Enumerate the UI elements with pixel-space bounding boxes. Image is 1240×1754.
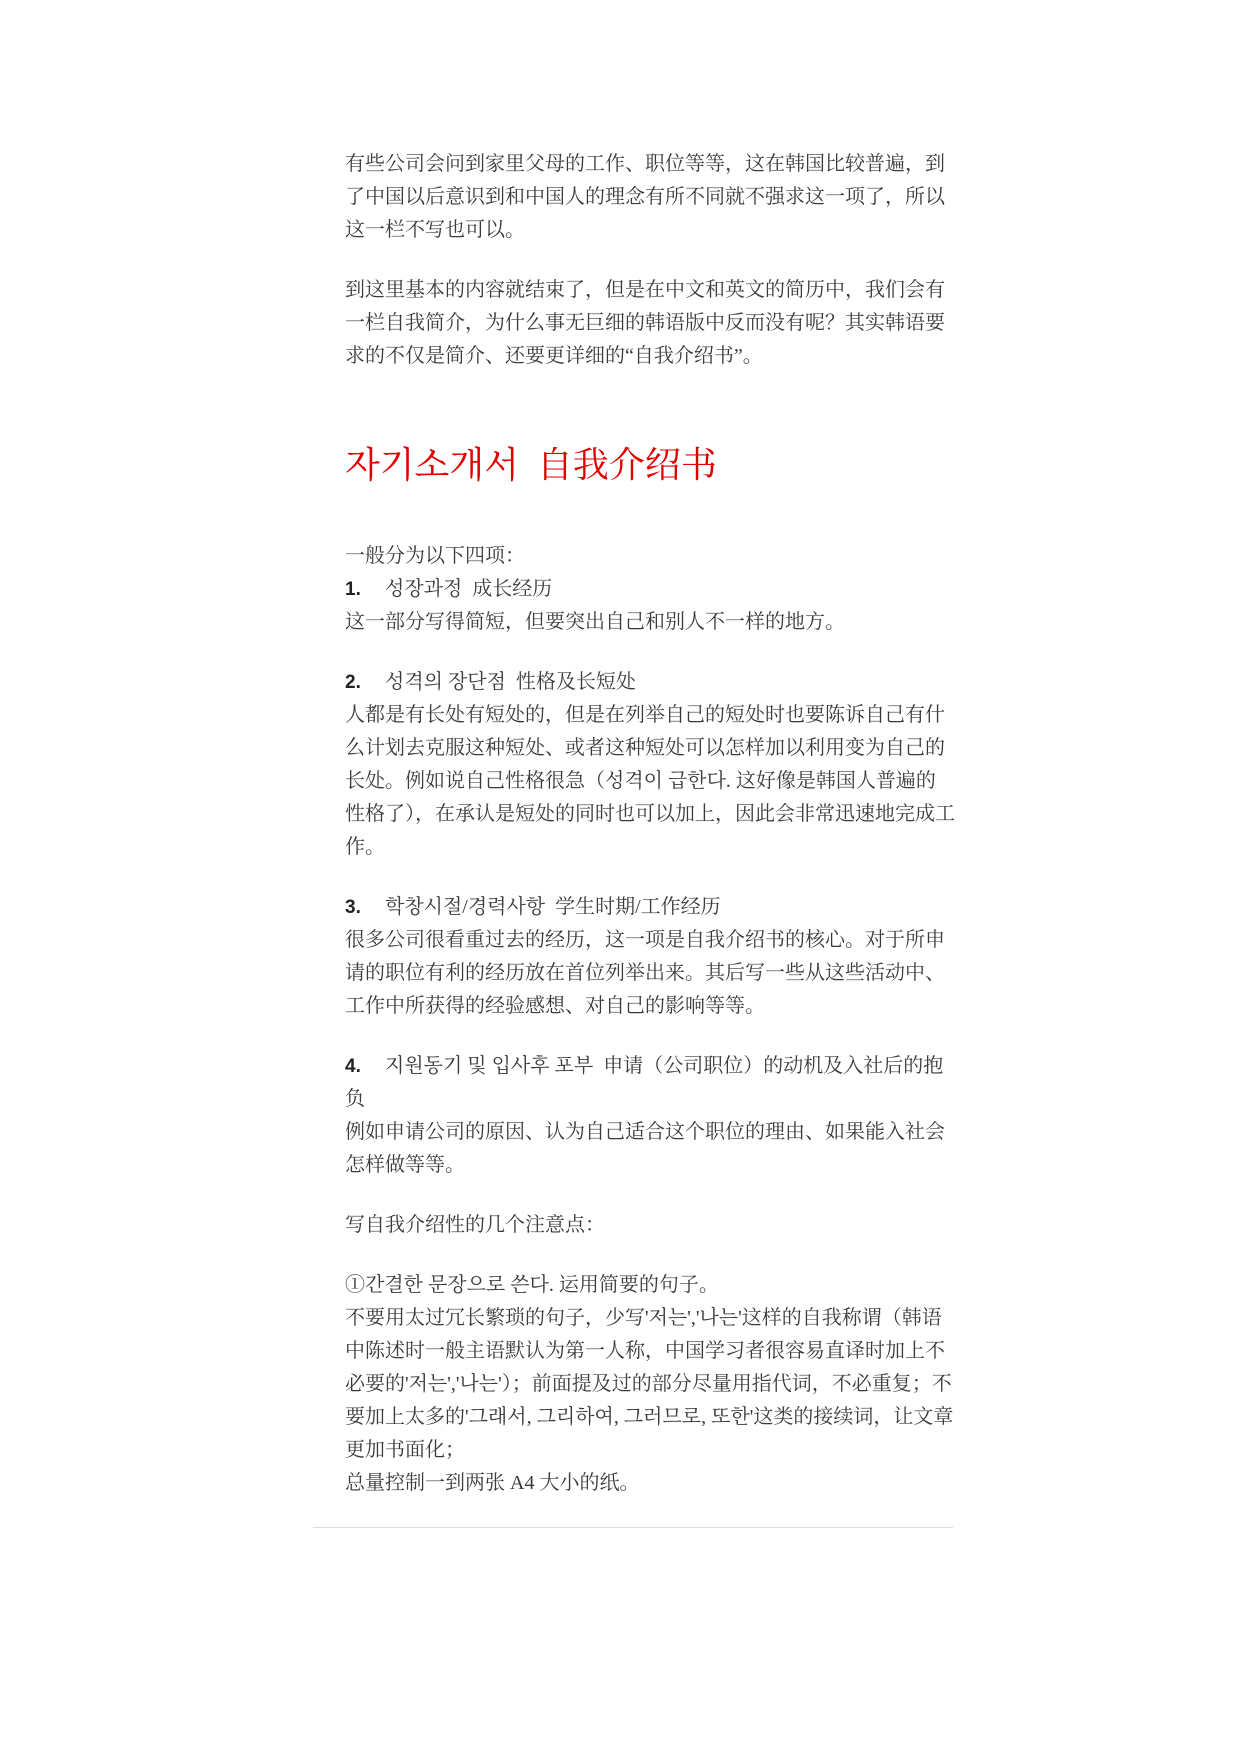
note-body: 不要用太过冗长繁琐的句子，少写'저는','나는'这样的自我称谓（韩语中陈述时一般主语默认为第一人称，中国学习者很容易直译时加上不必要的'저는','나는'）；前面提及过的部分尽量用指代词，不必重复；不要加上太多的'그래서, 그리하여, 그러므로, 또한'这类的接续词，让文章更加书面化；: [345, 1307, 954, 1461]
section-heading: 자기소개서 自我介绍书: [345, 445, 717, 485]
item-number: 3.: [345, 897, 361, 918]
item-body: 这一部分写得简短，但要突出自己和别人不一样的地方。: [345, 611, 845, 633]
item-title: 학창시절/경력사항 学生时期/工作经历: [385, 896, 721, 918]
item-body: 人都是有长处有短处的，但是在列举自己的短处时也要陈诉自己有什么计划去克服这种短处、或者这种短处可以怎样加以利用变为自己的长处。例如说自己性格很急（성격이 급한다. 这好像是韩国人普遍的性格了），在承认是短处的同时也可以加上，因此会非常迅速地完成工作。: [345, 704, 955, 858]
section-divider: [313, 1527, 953, 1528]
note-title: ①간결한 문장으로 쓴다. 运用简要的句子。: [345, 1274, 719, 1296]
item-number: 2.: [345, 672, 361, 693]
list-item-4: [345, 1050, 955, 1182]
article-content: [345, 148, 955, 1528]
item-title-line: [345, 666, 955, 699]
item-body: 很多公司很看重过去的经历，这一项是自我介绍书的核心。对于所申请的职位有利的经历放在首位列举出来。其后写一些从这些活动中、工作中所获得的经验感想、对自己的影响等等。: [345, 929, 945, 1017]
list-item-2: [345, 666, 955, 864]
item-number: 4.: [345, 1056, 361, 1077]
item-title-line: [345, 1050, 955, 1116]
item-title: 지원동기 및 입사후 포부 申请（公司职位）的动机及入社后的抱负: [345, 1055, 944, 1110]
note-footer: 总量控制一到两张 A4 大小的纸。: [345, 1472, 640, 1494]
intro-paragraph-1: 有些公司会问到家里父母的工作、职位等等，这在韩国比较普遍，到了中国以后意识到和中国人的理念有所不同就不强求这一项了，所以这一栏不写也可以。: [345, 153, 945, 241]
list-intro: 一般分为以下四项：: [345, 545, 525, 567]
item-title-line: [345, 891, 955, 924]
item-number: 1.: [345, 579, 361, 600]
item-title: 성장과정 成长经历: [385, 578, 553, 600]
list-item-3: [345, 891, 955, 1023]
item-title-line: [345, 573, 955, 606]
item-body: 例如申请公司的原因、认为自己适合这个职位的理由、如果能入社会怎样做等等。: [345, 1121, 945, 1176]
intro-paragraph-2: 到这里基本的内容就结束了，但是在中文和英文的简历中，我们会有一栏自我简介，为什么事无巨细的韩语版中反而没有呢？其实韩语要求的不仅是简介、还要更详细的“自我介绍书”。: [345, 279, 945, 367]
list-item-1: [345, 573, 955, 639]
item-title: 성격의 장단점 性格及长短处: [385, 671, 636, 693]
notes-intro: 写自我介绍性的几个注意点：: [345, 1214, 605, 1236]
